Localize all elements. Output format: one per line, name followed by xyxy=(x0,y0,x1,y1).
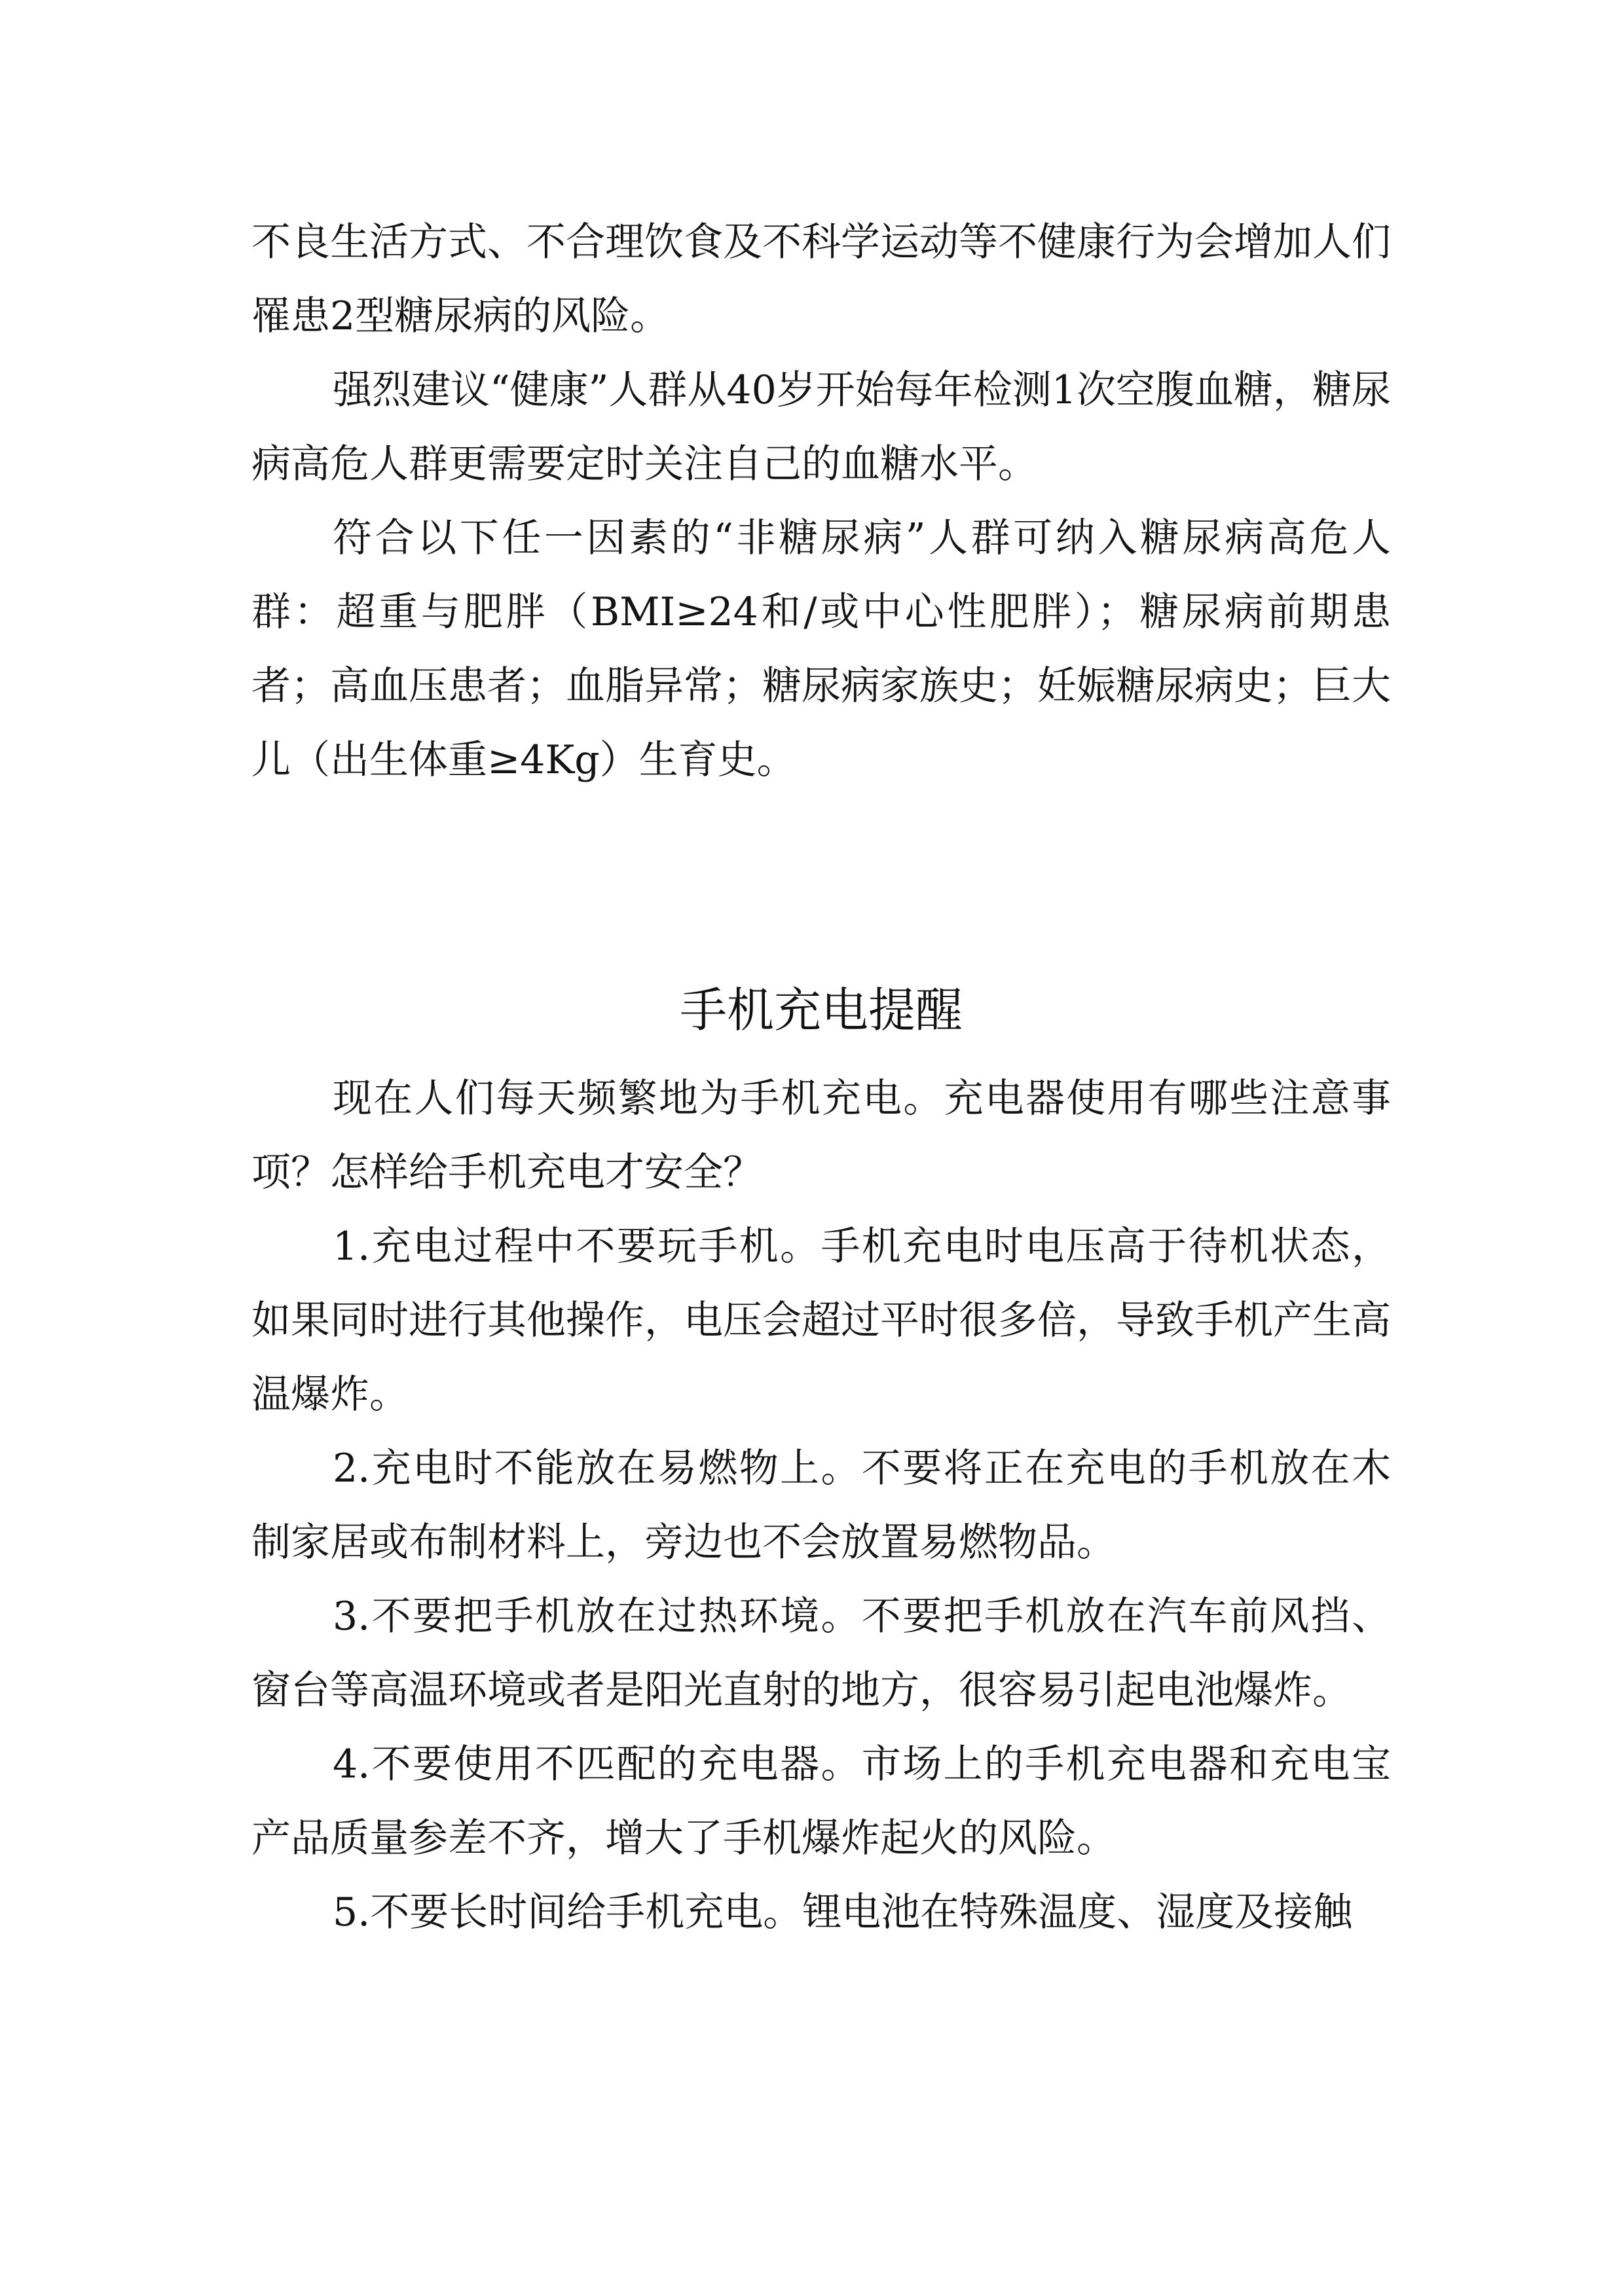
tip-item-2: 2.充电时不能放在易燃物上。不要将正在充电的手机放在木制家居或布制材料上，旁边也不会放置易燃物品。 xyxy=(251,1446,1391,1565)
intro-block xyxy=(251,206,1391,797)
section-body xyxy=(251,1062,1391,1950)
tip-item-5: 5.不要长时间给手机充电。锂电池在特殊温度、湿度及接触 xyxy=(333,1889,1353,1935)
intro-paragraph-2: 强烈建议“健康”人群从40岁开始每年检测1次空腹血糖，糖尿病高危人群更需要定时关注自己的血糖水平。 xyxy=(251,367,1391,487)
section-title: 手机充电提醒 xyxy=(679,983,963,1038)
intro-paragraph-1: 不良生活方式、不合理饮食及不科学运动等不健康行为会增加人们罹患2型糖尿病的风险。 xyxy=(251,219,1391,339)
section-lead-paragraph: 现在人们每天频繁地为手机充电。充电器使用有哪些注意事项？怎样给手机充电才安全？ xyxy=(251,1076,1391,1195)
tip-item-3: 3.不要把手机放在过热环境。不要把手机放在汽车前风挡、窗台等高温环境或者是阳光直射的地方，很容易引起电池爆炸。 xyxy=(251,1594,1391,1713)
tip-item-1: 1.充电过程中不要玩手机。手机充电时电压高于待机状态，如果同时进行其他操作，电压会超过平时很多倍，导致手机产生高温爆炸。 xyxy=(251,1224,1391,1417)
tip-item-4: 4.不要使用不匹配的充电器。市场上的手机充电器和充电宝产品质量参差不齐，增大了手机爆炸起火的风险。 xyxy=(251,1741,1391,1861)
intro-paragraph-3: 符合以下任一因素的“非糖尿病”人群可纳入糖尿病高危人群：超重与肥胖（BMI≥24和/或中心性肥胖）；糖尿病前期患者；高血压患者；血脂异常；糖尿病家族史；妊娠糖尿病史；巨大儿（出生体重≥4Kg）生育史。 xyxy=(251,515,1391,783)
